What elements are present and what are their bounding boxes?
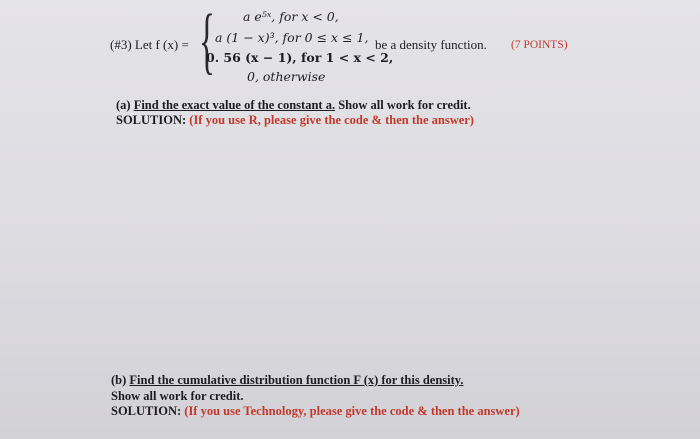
piecewise-brace: { [199, 0, 215, 82]
part-b-solution-label: SOLUTION: [111, 404, 185, 418]
part-a-task: Find the exact value of the constant a. [133, 98, 336, 112]
points-label: (7 POINTS) [511, 39, 568, 51]
part-b-task: Find the cumulative distribution function F (x) for this density. [129, 373, 464, 387]
problem-label: (#3) Let f (x) = [110, 37, 189, 52]
piecewise-case-3: 0. 56 (x − 1), for 1 < x < 2, [206, 50, 394, 65]
part-a-prefix: (a) [116, 98, 134, 112]
part-a-solution [116, 113, 474, 128]
piecewise-case-4: 0, otherwise [247, 69, 326, 84]
part-b-question [111, 373, 463, 388]
density-statement: be a density function. [375, 37, 487, 52]
piecewise-case-2: a (1 − x)³, for 0 ≤ x ≤ 1, [215, 30, 369, 45]
piecewise-case-1: a e⁵ˣ, for x < 0, [243, 9, 339, 24]
part-a-solution-label: SOLUTION: [116, 113, 190, 127]
part-a-suffix: Show all work for credit. [335, 98, 471, 112]
part-a-question [116, 98, 471, 113]
part-b-solution-hint: (If you use Technology, please give the code & then the answer) [184, 404, 520, 418]
part-a-solution-hint: (If you use R, please give the code & then the answer) [189, 113, 474, 127]
part-b-solution [111, 404, 520, 419]
part-b-instruction: Show all work for credit. [111, 389, 244, 403]
part-b-prefix: (b) [111, 373, 130, 387]
